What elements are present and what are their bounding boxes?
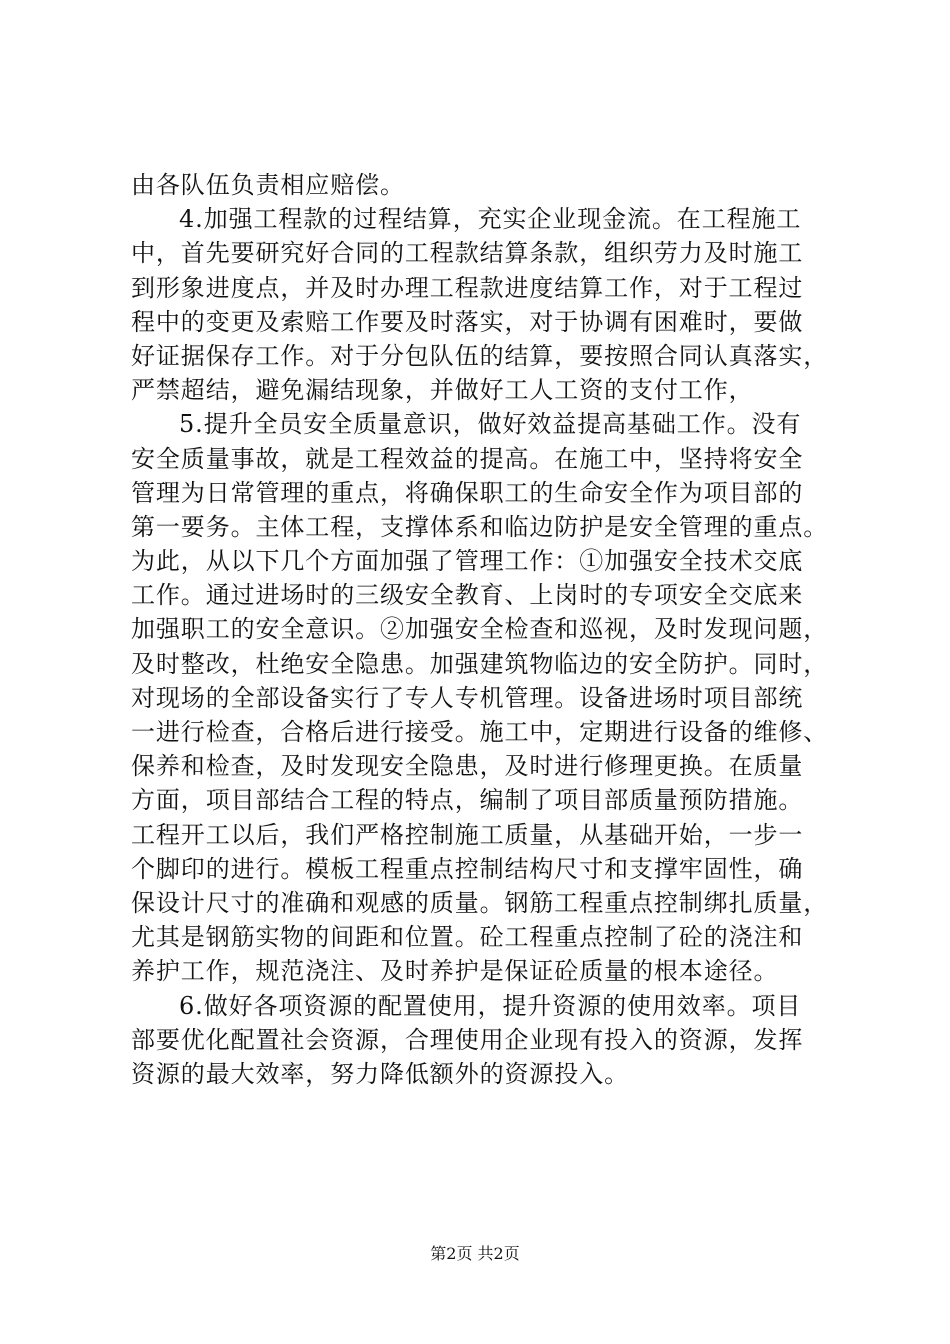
text-line: 6.做好各项资源的配置使用，提升资源的使用效率。项目 <box>179 991 802 1020</box>
text-line: 严禁超结，避免漏结现象，并做好工人工资的支付工作， <box>131 376 754 405</box>
text-line: 程中的变更及索赔工作要及时落实，对于协调有困难时，要做 <box>131 307 804 336</box>
text-line: 由各队伍负责相应赔偿。 <box>131 171 405 199</box>
text-line: 保养和检查，及时发现安全隐患，及时进行修理更换。在质量 <box>131 752 804 781</box>
text-line: 好证据保存工作。对于分包队伍的结算，要按照合同认真落实， <box>131 341 829 370</box>
text-line: 第一要务。主体工程，支撑体系和临边防护是安全管理的重点。 <box>131 512 829 541</box>
document-body <box>131 168 829 1091</box>
text-line: 部要优化配置社会资源，合理使用企业现有投入的资源，发挥 <box>131 1025 804 1054</box>
text-line: 个脚印的进行。模板工程重点控制结构尺寸和支撑牢固性，确 <box>131 854 804 883</box>
text-line: 养护工作，规范浇注、及时养护是保证砼质量的根本途径。 <box>131 957 779 986</box>
page-footer: 第2页 共2页 <box>430 1244 520 1263</box>
text-line: 尤其是钢筋实物的间距和位置。砼工程重点控制了砼的浇注和 <box>131 923 804 952</box>
text-line: 工程开工以后，我们严格控制施工质量，从基础开始，一步一 <box>131 820 804 849</box>
text-line: 一进行检查，合格后进行接受。施工中，定期进行设备的维修、 <box>131 718 829 746</box>
text-line: 5.提升全员安全质量意识，做好效益提高基础工作。没有 <box>179 410 802 439</box>
text-line: 为此，从以下几个方面加强了管理工作：①加强安全技术交底 <box>131 547 804 576</box>
text-line: 保设计尺寸的准确和观感的质量。钢筋工程重点控制绑扎质量， <box>131 888 829 917</box>
text-line: 资源的最大效率，努力降低额外的资源投入。 <box>131 1059 629 1088</box>
text-line: 方面，项目部结合工程的特点，编制了项目部质量预防措施。 <box>131 786 804 815</box>
text-line: 管理为日常管理的重点，将确保职工的生命安全作为项目部的 <box>131 478 804 507</box>
text-line: 到形象进度点，并及时办理工程款进度结算工作，对于工程过 <box>131 273 804 302</box>
text-line: 中，首先要研究好合同的工程款结算条款，组织劳力及时施工 <box>131 239 804 268</box>
text-line: 加强职工的安全意识。②加强安全检查和巡视，及时发现问题， <box>131 615 829 644</box>
text-line: 安全质量事故，就是工程效益的提高。在施工中，坚持将安全 <box>131 444 804 473</box>
text-line: 对现场的全部设备实行了专人专机管理。设备进场时项目部统 <box>131 683 804 712</box>
text-line: 4.加强工程款的过程结算，充实企业现金流。在工程施工 <box>179 205 802 234</box>
text-line: 及时整改，杜绝安全隐患。加强建筑物临边的安全防护。同时， <box>131 649 829 678</box>
text-line: 工作。通过进场时的三级安全教育、上岗时的专项安全交底来 <box>131 581 804 610</box>
